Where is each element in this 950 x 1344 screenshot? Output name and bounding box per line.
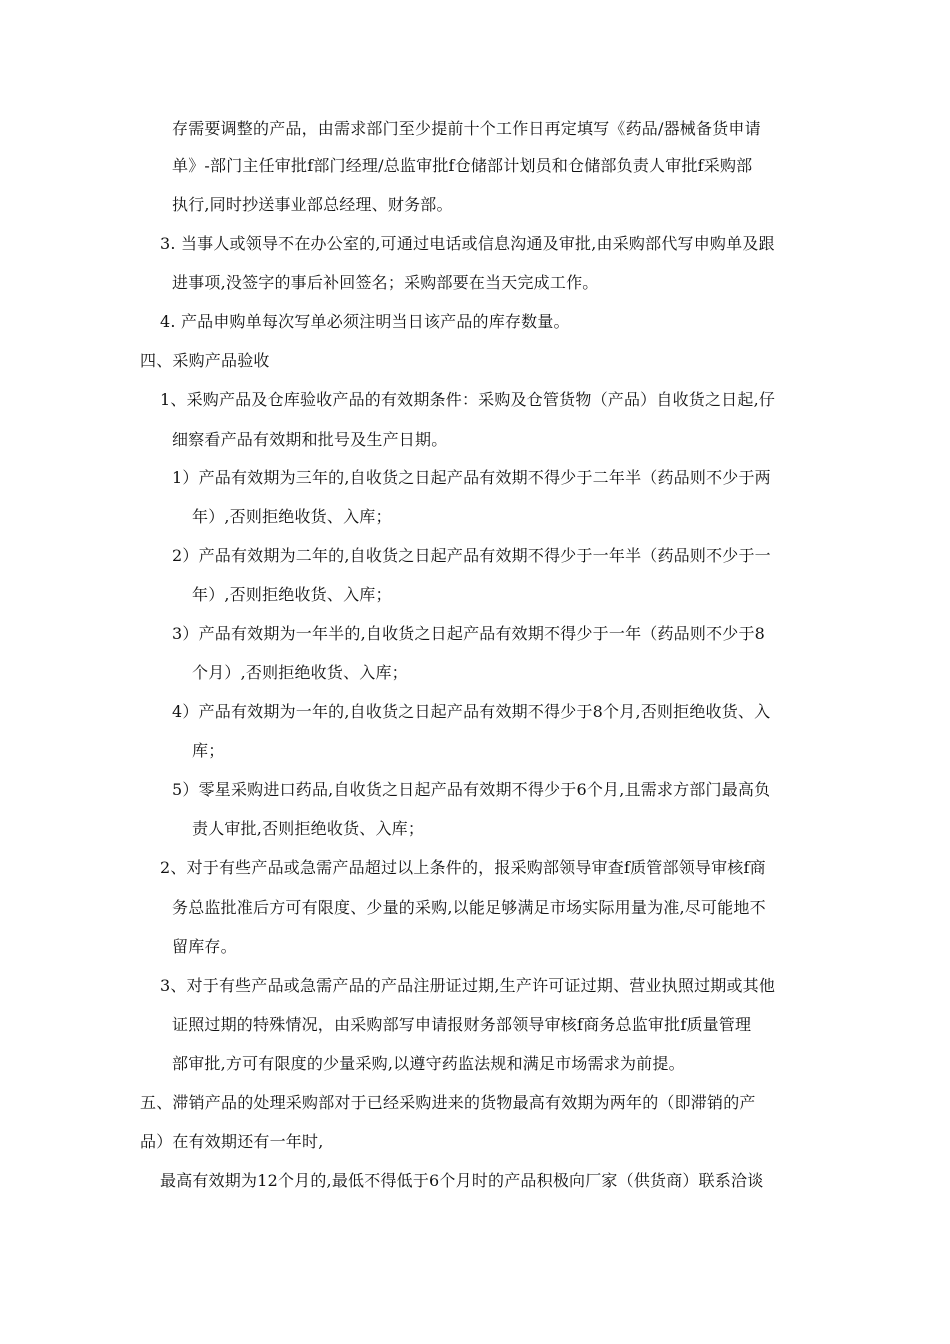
subitem-1-line-2: 年）,否则拒绝收货、入库； <box>192 507 392 526</box>
subitem-2-line-2: 年）,否则拒绝收货、入库； <box>192 585 392 604</box>
section-heading-4: 四、采购产品验收 <box>140 351 270 370</box>
item-2-line-2: 务总监批准后方可有限度、少量的采购,以能足够满足市场实际用量为准,尽可能地不 <box>172 898 766 917</box>
section-5-paragraph: 最高有效期为12个月的,最低不得低于6个月时的产品积极向厂家（供货商）联系洽谈 <box>160 1171 764 1190</box>
item-1-line-2: 细察看产品有效期和批号及生产日期。 <box>172 430 448 449</box>
item-3-line-3: 部审批,方可有限度的少量采购,以遵守药监法规和满足市场需求为前提。 <box>172 1054 685 1073</box>
subitem-3-line-1: 3）产品有效期为一年半的,自收货之日起产品有效期不得少于一年（药品则不少于8 <box>172 624 766 643</box>
subitem-1-line-1: 1）产品有效期为三年的,自收货之日起产品有效期不得少于二年半（药品则不少于两 <box>172 468 771 487</box>
section-heading-5-line-2: 品）在有效期还有一年时, <box>140 1132 324 1151</box>
item-2-line-3: 留库存。 <box>172 937 237 956</box>
item-1-line-1: 1、采购产品及仓库验收产品的有效期条件：采购及仓管货物（产品）自收货之日起,仔 <box>160 390 776 409</box>
section-heading-5-line-1: 五、滞销产品的处理采购部对于已经采购进来的货物最高有效期为两年的（即滞销的产 <box>140 1093 756 1112</box>
subitem-5-line-2: 责人审批,否则拒绝收货、入库； <box>192 819 425 838</box>
item-3-line-2: 证照过期的特殊情况，由采购部写申请报财务部领导审核f商务总监审批f质量管理 <box>172 1015 752 1034</box>
paragraph-line-3: 执行,同时抄送事业部总经理、财务部。 <box>172 195 453 214</box>
subitem-3-line-2: 个月）,否则拒绝收货、入库； <box>192 663 408 682</box>
list-item-3-line-1: 3. 当事人或领导不在办公室的,可通过电话或信息沟通及审批,由采购部代写申购单及跟 <box>160 234 775 253</box>
subitem-5-line-1: 5）零星采购进口药品,自收货之日起产品有效期不得少于6个月,且需求方部门最高负 <box>172 780 771 799</box>
paragraph-line-2: 单》-部门主任审批f部门经理/总监审批f仓储部计划员和仓储部负责人审批f采购部 <box>172 156 753 175</box>
subitem-4-line-2: 库； <box>192 741 225 760</box>
subitem-2-line-1: 2）产品有效期为二年的,自收货之日起产品有效期不得少于一年半（药品则不少于一 <box>172 546 771 565</box>
subitem-4-line-1: 4）产品有效期为一年的,自收货之日起产品有效期不得少于8个月,否则拒绝收货、入 <box>172 702 771 721</box>
list-item-3-line-2: 进事项,没签字的事后补回签名；采购部要在当天完成工作。 <box>172 273 599 292</box>
item-3-line-1: 3、对于有些产品或急需产品的产品注册证过期,生产许可证过期、营业执照过期或其他 <box>160 976 776 995</box>
item-2-line-1: 2、对于有些产品或急需产品超过以上条件的，报采购部领导审查f质管部领导审核f商 <box>160 858 766 877</box>
list-item-4: 4. 产品申购单每次写单必须注明当日该产品的库存数量。 <box>160 312 570 331</box>
paragraph-line-1: 存需要调整的产品，由需求部门至少提前十个工作日再定填写《药品/器械备货申请 <box>172 119 761 138</box>
